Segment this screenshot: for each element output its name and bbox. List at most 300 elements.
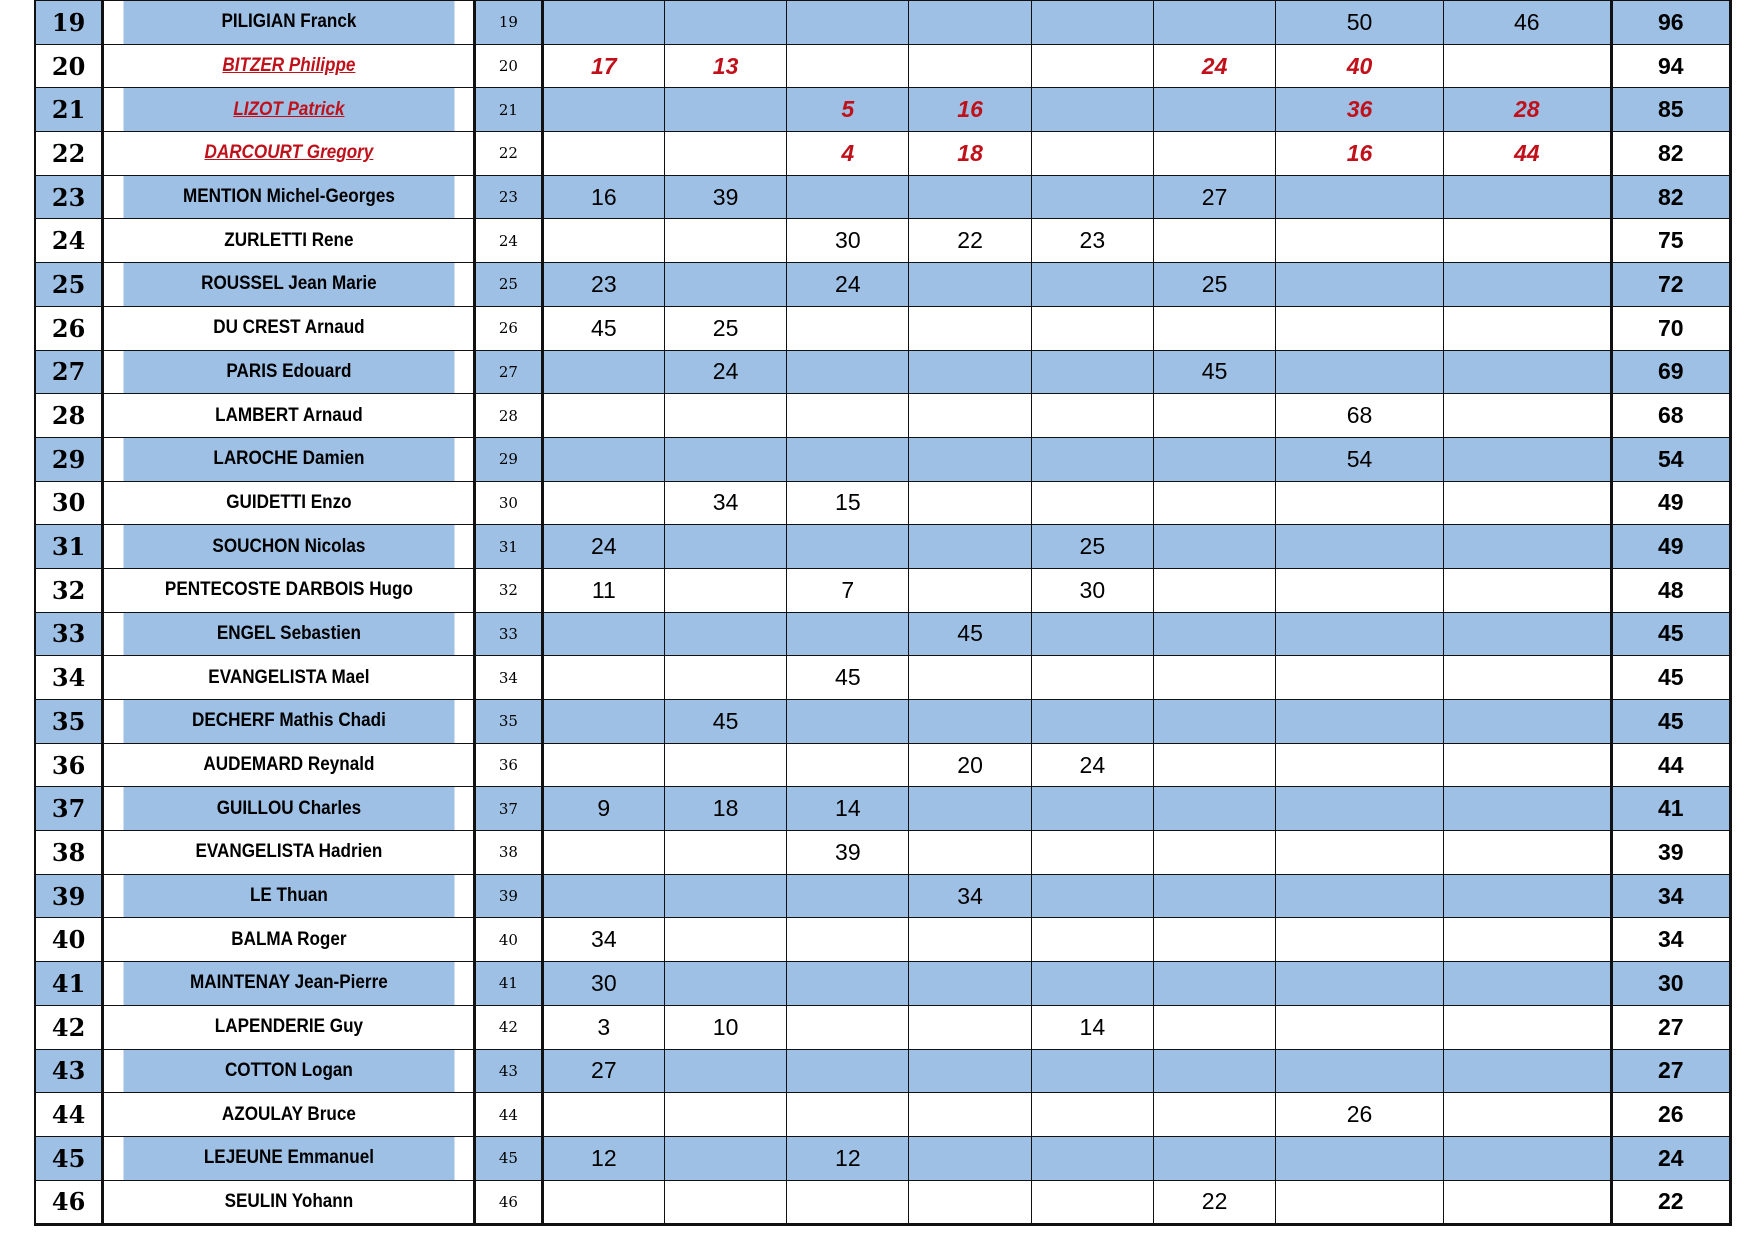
- total-cell: 26: [1611, 1093, 1730, 1137]
- points-cell: [1276, 525, 1444, 569]
- player-number-cell: 38: [475, 831, 543, 875]
- table-row: [35, 787, 1731, 831]
- points-cell: 18: [909, 132, 1031, 176]
- points-cell: 12: [542, 1136, 664, 1180]
- rank-cell: 30: [35, 481, 103, 525]
- rank-cell: 46: [35, 1180, 103, 1225]
- points-cell: [909, 437, 1031, 481]
- table-row: [35, 219, 1731, 263]
- points-cell: [787, 918, 909, 962]
- table-row: [35, 394, 1731, 438]
- player-name: MAINTENAY Jean-Pierre: [189, 972, 388, 994]
- points-cell: [909, 394, 1031, 438]
- points-cell: 34: [542, 918, 664, 962]
- player-name-cell: [121, 175, 456, 219]
- points-cell: 46: [1443, 1, 1611, 45]
- player-number-cell: 40: [475, 918, 543, 962]
- points-cell: [542, 350, 664, 394]
- points-cell: [664, 1, 786, 45]
- player-name: ROUSSEL Jean Marie: [200, 273, 377, 295]
- points-cell: [1031, 44, 1153, 88]
- player-name: EVANGELISTA Hadrien: [195, 841, 383, 863]
- points-cell: [1443, 918, 1611, 962]
- points-cell: 45: [787, 656, 909, 700]
- points-cell: 26: [1276, 1093, 1444, 1137]
- player-number-cell: 27: [475, 350, 543, 394]
- player-name-cell: [121, 88, 456, 132]
- player-name-cell: [121, 918, 456, 962]
- points-cell: [1443, 874, 1611, 918]
- points-cell: [1031, 874, 1153, 918]
- rank-cell: 25: [35, 263, 103, 307]
- player-name: ENGEL Sebastien: [216, 622, 361, 644]
- player-name: LAMBERT Arnaud: [214, 404, 363, 426]
- player-name-cell: [121, 350, 456, 394]
- points-cell: [1276, 918, 1444, 962]
- points-cell: [1153, 132, 1275, 176]
- player-name: PILIGIAN Franck: [221, 11, 357, 33]
- player-name-cell: [121, 306, 456, 350]
- table-row: [35, 831, 1731, 875]
- table-row: [35, 962, 1731, 1006]
- points-cell: 54: [1276, 437, 1444, 481]
- player-number-cell: 28: [475, 394, 543, 438]
- player-name-cell: [121, 612, 456, 656]
- points-cell: [1153, 394, 1275, 438]
- player-number-cell: 22: [475, 132, 543, 176]
- points-cell: [1443, 1049, 1611, 1093]
- total-cell: 54: [1611, 437, 1730, 481]
- points-cell: [1276, 787, 1444, 831]
- points-cell: [1276, 962, 1444, 1006]
- player-name-cell: [121, 394, 456, 438]
- rank-cell: 27: [35, 350, 103, 394]
- points-cell: [909, 787, 1031, 831]
- player-number-cell: 21: [475, 88, 543, 132]
- points-cell: [1276, 831, 1444, 875]
- table-row: [35, 306, 1731, 350]
- points-cell: [1031, 700, 1153, 744]
- table-row: [35, 1136, 1731, 1180]
- player-name-cell: [121, 743, 456, 787]
- points-cell: 40: [1276, 44, 1444, 88]
- total-cell: 45: [1611, 656, 1730, 700]
- points-cell: [787, 1180, 909, 1225]
- points-cell: [1276, 263, 1444, 307]
- total-cell: 85: [1611, 88, 1730, 132]
- points-cell: [909, 44, 1031, 88]
- points-cell: 17: [542, 44, 664, 88]
- points-cell: [664, 1180, 786, 1225]
- points-cell: [1443, 350, 1611, 394]
- rank-cell: 37: [35, 787, 103, 831]
- player-number-cell: 37: [475, 787, 543, 831]
- points-cell: [1443, 700, 1611, 744]
- points-cell: [1031, 481, 1153, 525]
- points-cell: [787, 1093, 909, 1137]
- player-name: BALMA Roger: [230, 928, 347, 950]
- player-name-cell: [121, 1136, 456, 1180]
- player-name: PARIS Edouard: [226, 360, 352, 382]
- points-cell: [909, 481, 1031, 525]
- points-cell: [1031, 132, 1153, 176]
- points-cell: [1031, 831, 1153, 875]
- total-cell: 41: [1611, 787, 1730, 831]
- table-row: [35, 132, 1731, 176]
- points-cell: 44: [1443, 132, 1611, 176]
- points-cell: [1031, 962, 1153, 1006]
- rank-cell: 42: [35, 1005, 103, 1049]
- rank-cell: 20: [35, 44, 103, 88]
- points-cell: [909, 350, 1031, 394]
- points-cell: [542, 656, 664, 700]
- total-cell: 24: [1611, 1136, 1730, 1180]
- ranking-rows: [35, 1, 1731, 1225]
- points-cell: 14: [787, 787, 909, 831]
- points-cell: [787, 175, 909, 219]
- points-cell: [1276, 219, 1444, 263]
- points-cell: 18: [664, 787, 786, 831]
- player-number-cell: 42: [475, 1005, 543, 1049]
- player-name: GUILLOU Charles: [216, 797, 361, 819]
- points-cell: 24: [1153, 44, 1275, 88]
- points-cell: 24: [1031, 743, 1153, 787]
- player-name: DARCOURT Gregory: [204, 142, 373, 164]
- points-cell: [909, 1, 1031, 45]
- points-cell: [909, 306, 1031, 350]
- player-name: AUDEMARD Reynald: [203, 754, 375, 776]
- points-cell: 68: [1276, 394, 1444, 438]
- points-cell: [909, 700, 1031, 744]
- rank-cell: 31: [35, 525, 103, 569]
- total-cell: 27: [1611, 1005, 1730, 1049]
- points-cell: 50: [1276, 1, 1444, 45]
- points-cell: [1276, 1005, 1444, 1049]
- rank-cell: 34: [35, 656, 103, 700]
- player-number-cell: 32: [475, 568, 543, 612]
- points-cell: 5: [787, 88, 909, 132]
- player-name-cell: [121, 787, 456, 831]
- points-cell: [1443, 481, 1611, 525]
- total-cell: 94: [1611, 44, 1730, 88]
- points-cell: [1443, 743, 1611, 787]
- points-cell: [1276, 1049, 1444, 1093]
- player-name: LE Thuan: [249, 885, 328, 907]
- player-name-cell: [121, 481, 456, 525]
- points-cell: [1031, 175, 1153, 219]
- player-number-cell: 43: [475, 1049, 543, 1093]
- points-cell: [787, 1, 909, 45]
- points-cell: [1153, 700, 1275, 744]
- points-cell: [542, 874, 664, 918]
- points-cell: [1153, 787, 1275, 831]
- points-cell: [664, 132, 786, 176]
- points-cell: [1276, 1136, 1444, 1180]
- points-cell: [1443, 175, 1611, 219]
- points-cell: [787, 1005, 909, 1049]
- rank-cell: 23: [35, 175, 103, 219]
- table-row: [35, 700, 1731, 744]
- player-name: LIZOT Patrick: [233, 98, 345, 120]
- points-cell: [1153, 219, 1275, 263]
- points-cell: 45: [664, 700, 786, 744]
- points-cell: 9: [542, 787, 664, 831]
- points-cell: [909, 525, 1031, 569]
- player-number-cell: 23: [475, 175, 543, 219]
- points-cell: [1443, 394, 1611, 438]
- player-name-cell: [121, 656, 456, 700]
- points-cell: 36: [1276, 88, 1444, 132]
- points-cell: [909, 656, 1031, 700]
- player-number-cell: 20: [475, 44, 543, 88]
- points-cell: 27: [542, 1049, 664, 1093]
- rank-cell: 39: [35, 874, 103, 918]
- points-cell: [1153, 612, 1275, 656]
- total-cell: 49: [1611, 481, 1730, 525]
- table-row: [35, 525, 1731, 569]
- points-cell: [1031, 437, 1153, 481]
- points-cell: [1443, 831, 1611, 875]
- points-cell: [787, 962, 909, 1006]
- points-cell: [787, 44, 909, 88]
- points-cell: [1276, 874, 1444, 918]
- total-cell: 44: [1611, 743, 1730, 787]
- total-cell: 30: [1611, 962, 1730, 1006]
- points-cell: [787, 612, 909, 656]
- player-number-cell: 34: [475, 656, 543, 700]
- total-cell: 82: [1611, 132, 1730, 176]
- points-cell: [664, 1049, 786, 1093]
- points-cell: [1443, 1136, 1611, 1180]
- points-cell: [1031, 1093, 1153, 1137]
- total-cell: 34: [1611, 874, 1730, 918]
- points-cell: [1443, 306, 1611, 350]
- player-name: LAROCHE Damien: [213, 448, 365, 470]
- points-cell: [1153, 1136, 1275, 1180]
- points-cell: [1153, 1005, 1275, 1049]
- points-cell: [1153, 481, 1275, 525]
- points-cell: [909, 568, 1031, 612]
- points-cell: [664, 394, 786, 438]
- player-name-cell: [121, 700, 456, 744]
- points-cell: [909, 1136, 1031, 1180]
- player-name: AZOULAY Bruce: [221, 1103, 356, 1125]
- player-name: GUIDETTI Enzo: [225, 491, 352, 513]
- table-row: [35, 263, 1731, 307]
- rank-cell: 19: [35, 1, 103, 45]
- points-cell: [664, 88, 786, 132]
- points-cell: 3: [542, 1005, 664, 1049]
- ranking-table: [34, 0, 1732, 1226]
- points-cell: 23: [542, 263, 664, 307]
- total-cell: 45: [1611, 700, 1730, 744]
- points-cell: [1153, 1093, 1275, 1137]
- points-cell: [909, 1093, 1031, 1137]
- points-cell: [1276, 700, 1444, 744]
- points-cell: [1153, 306, 1275, 350]
- points-cell: [664, 831, 786, 875]
- player-name: SOUCHON Nicolas: [212, 535, 366, 557]
- points-cell: 39: [787, 831, 909, 875]
- points-cell: [1031, 1049, 1153, 1093]
- points-cell: [542, 1093, 664, 1137]
- total-cell: 49: [1611, 525, 1730, 569]
- player-number-cell: 44: [475, 1093, 543, 1137]
- total-cell: 27: [1611, 1049, 1730, 1093]
- points-cell: [664, 219, 786, 263]
- points-cell: [542, 481, 664, 525]
- points-cell: [1153, 656, 1275, 700]
- points-cell: [1276, 175, 1444, 219]
- points-cell: [787, 1049, 909, 1093]
- points-cell: 45: [542, 306, 664, 350]
- table-row: [35, 88, 1731, 132]
- rank-cell: 26: [35, 306, 103, 350]
- points-cell: 11: [542, 568, 664, 612]
- player-number-cell: 31: [475, 525, 543, 569]
- points-cell: [1443, 44, 1611, 88]
- points-cell: [1276, 743, 1444, 787]
- points-cell: 25: [1153, 263, 1275, 307]
- total-cell: 48: [1611, 568, 1730, 612]
- points-cell: 16: [542, 175, 664, 219]
- points-cell: [542, 88, 664, 132]
- player-name: DECHERF Mathis Chadi: [191, 710, 386, 732]
- player-name: DU CREST Arnaud: [212, 317, 365, 339]
- player-number-cell: 26: [475, 306, 543, 350]
- points-cell: 12: [787, 1136, 909, 1180]
- points-cell: [787, 700, 909, 744]
- player-name-cell: [121, 132, 456, 176]
- points-cell: 13: [664, 44, 786, 88]
- table-row: [35, 568, 1731, 612]
- points-cell: [542, 700, 664, 744]
- rank-cell: 28: [35, 394, 103, 438]
- rank-cell: 32: [35, 568, 103, 612]
- rank-cell: 36: [35, 743, 103, 787]
- points-cell: [1153, 1049, 1275, 1093]
- player-name-cell: [121, 263, 456, 307]
- points-cell: [664, 962, 786, 1006]
- points-cell: 24: [787, 263, 909, 307]
- table-row: [35, 612, 1731, 656]
- total-cell: 72: [1611, 263, 1730, 307]
- points-cell: 25: [1031, 525, 1153, 569]
- points-cell: [664, 918, 786, 962]
- player-number-cell: 35: [475, 700, 543, 744]
- table-row: [35, 874, 1731, 918]
- player-name: EVANGELISTA Mael: [207, 666, 370, 688]
- points-cell: [664, 743, 786, 787]
- points-cell: [664, 263, 786, 307]
- points-cell: [1031, 918, 1153, 962]
- total-cell: 39: [1611, 831, 1730, 875]
- table-row: [35, 1005, 1731, 1049]
- points-cell: [787, 306, 909, 350]
- player-name: BITZER Philippe: [222, 55, 356, 77]
- points-cell: [1443, 568, 1611, 612]
- player-name: ZURLETTI Rene: [223, 229, 354, 251]
- rank-cell: 24: [35, 219, 103, 263]
- player-number-cell: 36: [475, 743, 543, 787]
- points-cell: [664, 1093, 786, 1137]
- points-cell: 24: [542, 525, 664, 569]
- points-cell: [1153, 568, 1275, 612]
- points-cell: [1276, 481, 1444, 525]
- rank-cell: 41: [35, 962, 103, 1006]
- points-cell: [1443, 612, 1611, 656]
- total-cell: 45: [1611, 612, 1730, 656]
- points-cell: [787, 743, 909, 787]
- points-cell: [909, 918, 1031, 962]
- points-cell: [1276, 350, 1444, 394]
- total-cell: 70: [1611, 306, 1730, 350]
- player-name: COTTON Logan: [224, 1059, 353, 1081]
- points-cell: [1153, 1, 1275, 45]
- points-cell: [664, 437, 786, 481]
- points-cell: [1443, 437, 1611, 481]
- points-cell: [1443, 525, 1611, 569]
- total-cell: 69: [1611, 350, 1730, 394]
- points-cell: 34: [664, 481, 786, 525]
- player-name: SEULIN Yohann: [224, 1190, 353, 1212]
- points-cell: 22: [1153, 1180, 1275, 1225]
- points-cell: [542, 612, 664, 656]
- points-cell: [1443, 1005, 1611, 1049]
- player-name: PENTECOSTE DARBOIS Hugo: [164, 579, 413, 601]
- points-cell: [1031, 394, 1153, 438]
- points-cell: [1153, 437, 1275, 481]
- points-cell: 14: [1031, 1005, 1153, 1049]
- points-cell: [542, 743, 664, 787]
- table-row: [35, 1093, 1731, 1137]
- points-cell: [664, 1136, 786, 1180]
- rank-cell: 22: [35, 132, 103, 176]
- total-cell: 82: [1611, 175, 1730, 219]
- player-number-cell: 24: [475, 219, 543, 263]
- points-cell: [664, 568, 786, 612]
- total-cell: 34: [1611, 918, 1730, 962]
- player-number-cell: 29: [475, 437, 543, 481]
- points-cell: [909, 831, 1031, 875]
- player-name-cell: [121, 1005, 456, 1049]
- table-row: [35, 1, 1731, 45]
- points-cell: [909, 175, 1031, 219]
- points-cell: [542, 1, 664, 45]
- points-cell: [1031, 306, 1153, 350]
- points-cell: [664, 525, 786, 569]
- points-cell: 30: [1031, 568, 1153, 612]
- points-cell: [664, 612, 786, 656]
- table-row: [35, 481, 1731, 525]
- table-row: [35, 1049, 1731, 1093]
- rank-cell: 33: [35, 612, 103, 656]
- points-cell: [1153, 743, 1275, 787]
- points-cell: [664, 874, 786, 918]
- points-cell: 23: [1031, 219, 1153, 263]
- points-cell: [1443, 219, 1611, 263]
- points-cell: [542, 132, 664, 176]
- table-row: [35, 918, 1731, 962]
- points-cell: [1031, 88, 1153, 132]
- points-cell: 16: [1276, 132, 1444, 176]
- points-cell: 34: [909, 874, 1031, 918]
- player-name-cell: [121, 44, 456, 88]
- points-cell: [1276, 656, 1444, 700]
- total-cell: 96: [1611, 1, 1730, 45]
- points-cell: [1443, 787, 1611, 831]
- points-cell: 30: [787, 219, 909, 263]
